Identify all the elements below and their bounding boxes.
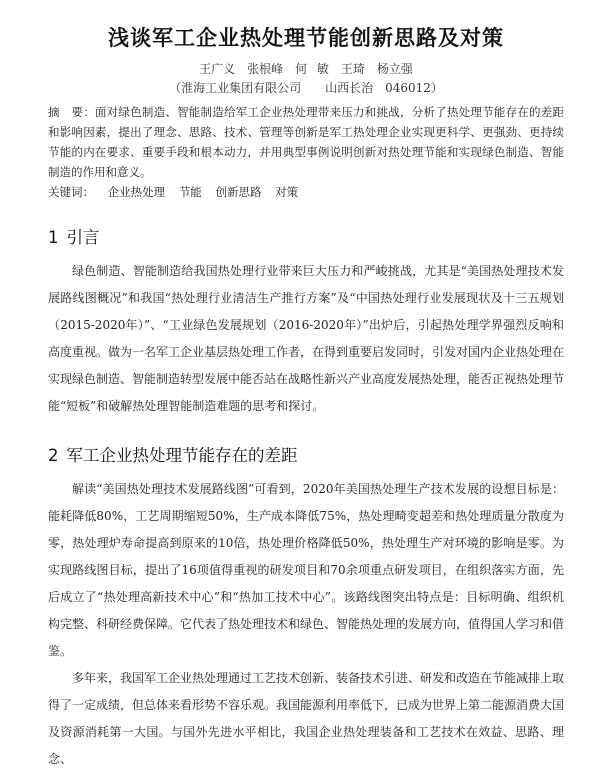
authors-line: 王广义 张根峰 何 敏 王琦 杨立强 (199, 62, 413, 76)
keyword-item: 节能 (178, 185, 202, 199)
abstract-label: 摘 要： (48, 105, 95, 119)
section-title: 军工企业热处理节能存在的差距 (66, 446, 298, 465)
section-number: 2 (48, 446, 59, 465)
section-heading-intro (48, 224, 564, 248)
keywords-label: 关键词： (48, 185, 94, 199)
affiliation-line: （淮海工业集团有限公司 山西长治 046012） (169, 81, 443, 95)
keywords (48, 182, 564, 202)
paragraph: 绿色制造、智能制造给我国热处理行业带来巨大压力和严峻挑战，尤其是“美国热处理技术发展路线图概况”和我国“热处理行业清洁生产推行方案”及“中国热处理行业发展现状及十三五规划（2015-2020年）”、“工业绿色发展规划（2016-2020年）”出炉后，引起热处理学界强烈反响和高度重视。做为一名军工企业基层热处理工作者，在得到重要启发同时，引发对国内企业热处理在实现绿色制造、智能制造转型发展中能否站在战略性新兴产业高度发展热处理，能否正视热处理节能“短板”和破解热处理智能制造难题的思考和探讨。 (48, 264, 565, 413)
paper-title: 浅谈军工企业热处理节能创新思路及对策 (108, 26, 504, 50)
paragraph: 解读“美国热处理技术发展路线图”可看到，2020年美国热处理生产技术发展的设想目标是：能耗降低80%，工艺周期缩短50%，生产成本降低75%，热处理畸变超差和热处理质量分散度为零，热处理炉寿命提高到原来的10倍，热处理价格降低50%，热处理生产对环境的影响是零。为实现路线图目标，提出了16项值得重视的研发项目和70余项重点研发项目，在组织落实方面，先后成立了“热处理高新技术中心”和“热加工技术中心”。该路线图突出特点是：目标明确、组织机构完整、科研经费保障。它代表了热处理技术和绿色、智能热处理的发展方向，值得国人学习和借鉴。 (48, 482, 565, 658)
keyword-item: 对策 (275, 185, 299, 199)
section-title: 引言 (66, 228, 100, 247)
section-heading-gap (48, 442, 564, 466)
abstract-text: 面对绿色制造、智能制造给军工企业热处理带来压力和挑战，分析了热处理节能存在的差距和影响因素，提出了理念、思路、技术、管理等创新是军工热处理企业实现更科学、更强劲、更持续节能的内在要求、重要手段和根本动力，并用典型事例说明创新对热处理节能和实现绿色制造、智能制造的作用和意义。 (48, 105, 565, 179)
paragraph: 多年来，我国军工企业热处理通过工艺技术创新、装备技术引进、研发和改造在节能减排上取得了一定成绩，但总体来看形势不容乐观。我国能源利用率低下，已成为世界上第二能源消费大国及资源消耗第一大国。与国外先进水平相比，我国企业热处理装备和工艺技术在效益、思路、理念、 (48, 671, 565, 766)
section-number: 1 (48, 228, 59, 247)
keyword-item: 企业热处理 (107, 185, 166, 199)
abstract (48, 102, 564, 182)
keyword-item: 创新思路 (215, 185, 262, 199)
